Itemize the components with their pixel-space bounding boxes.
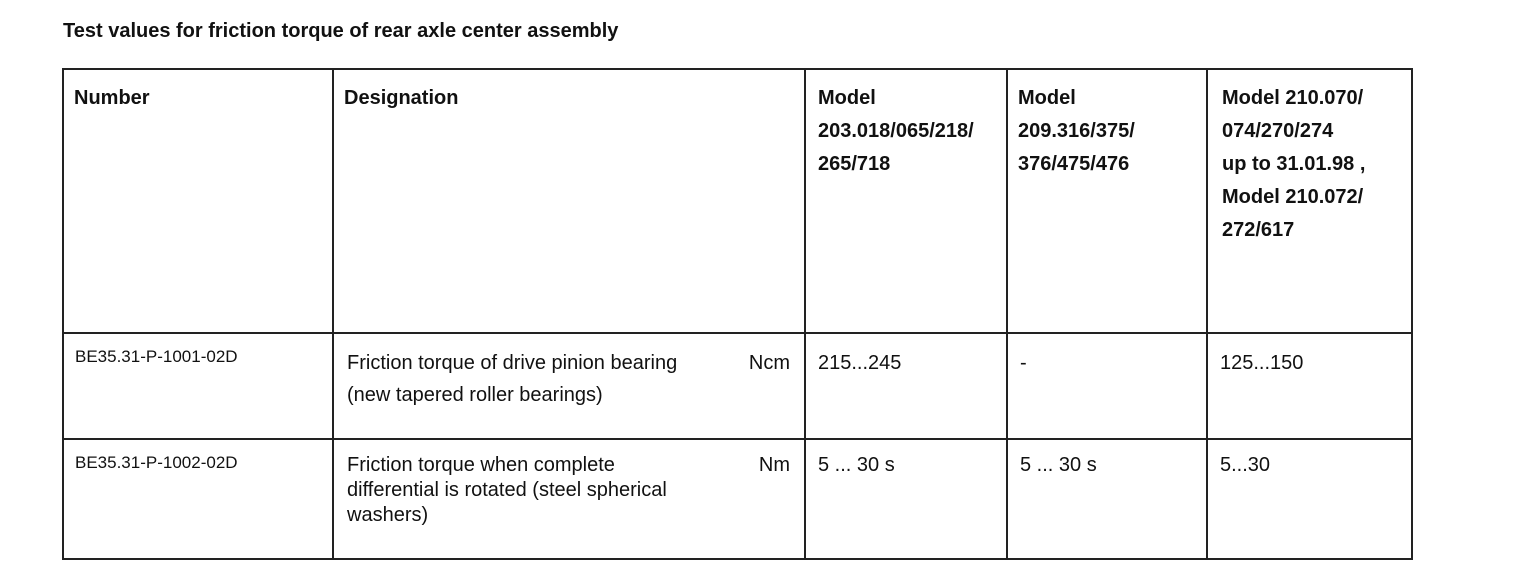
cell-model-209: - — [1007, 333, 1207, 439]
designation-line: differential is rotated (steel spherical — [347, 479, 667, 501]
header-designation: Designation — [333, 69, 805, 333]
cell-model-203: 5 ... 30 s — [805, 439, 1007, 559]
header-model-203-line: 265/718 — [818, 153, 891, 175]
cell-model-210: 125...150 — [1207, 333, 1412, 439]
cell-model-209: 5 ... 30 s — [1007, 439, 1207, 559]
table-header-row — [63, 69, 1412, 333]
header-model-210-line: 272/617 — [1222, 219, 1295, 241]
header-model-203-line: 203.018/065/218/ — [818, 120, 974, 142]
designation-line: Friction torque of drive pinion bearing — [347, 352, 678, 374]
table-row — [63, 439, 1412, 559]
header-model-209-line: 376/475/476 — [1018, 153, 1130, 175]
cell-number: BE35.31-P-1001-02D — [63, 333, 333, 439]
header-model-203-line: Model — [818, 87, 876, 109]
header-model-210-line: up to 31.01.98 , — [1222, 153, 1366, 175]
designation-line: (new tapered roller bearings) — [347, 384, 603, 406]
document-title: Test values for friction torque of rear axle center assembly — [63, 20, 619, 42]
cell-number: BE35.31-P-1002-02D — [63, 439, 333, 559]
unit-label: Nm — [758, 454, 790, 476]
cell-designation — [333, 333, 805, 439]
friction-torque-table — [62, 68, 1413, 560]
header-model-210-line: 074/270/274 — [1222, 120, 1334, 142]
header-model-209-line: 209.316/375/ — [1018, 120, 1135, 142]
header-model-209-line: Model — [1018, 87, 1076, 109]
designation-line: Friction torque when complete — [347, 454, 615, 476]
header-model-210 — [1207, 69, 1412, 333]
header-model-203 — [805, 69, 1007, 333]
table-row — [63, 333, 1412, 439]
header-number: Number — [63, 69, 333, 333]
unit-label: Ncm — [748, 352, 790, 374]
cell-designation — [333, 439, 805, 559]
header-model-210-line: Model 210.070/ — [1222, 87, 1364, 109]
header-model-209 — [1007, 69, 1207, 333]
header-model-210-line: Model 210.072/ — [1222, 186, 1364, 208]
designation-line: washers) — [347, 504, 429, 526]
cell-model-203: 215...245 — [805, 333, 1007, 439]
cell-model-210: 5...30 — [1207, 439, 1412, 559]
